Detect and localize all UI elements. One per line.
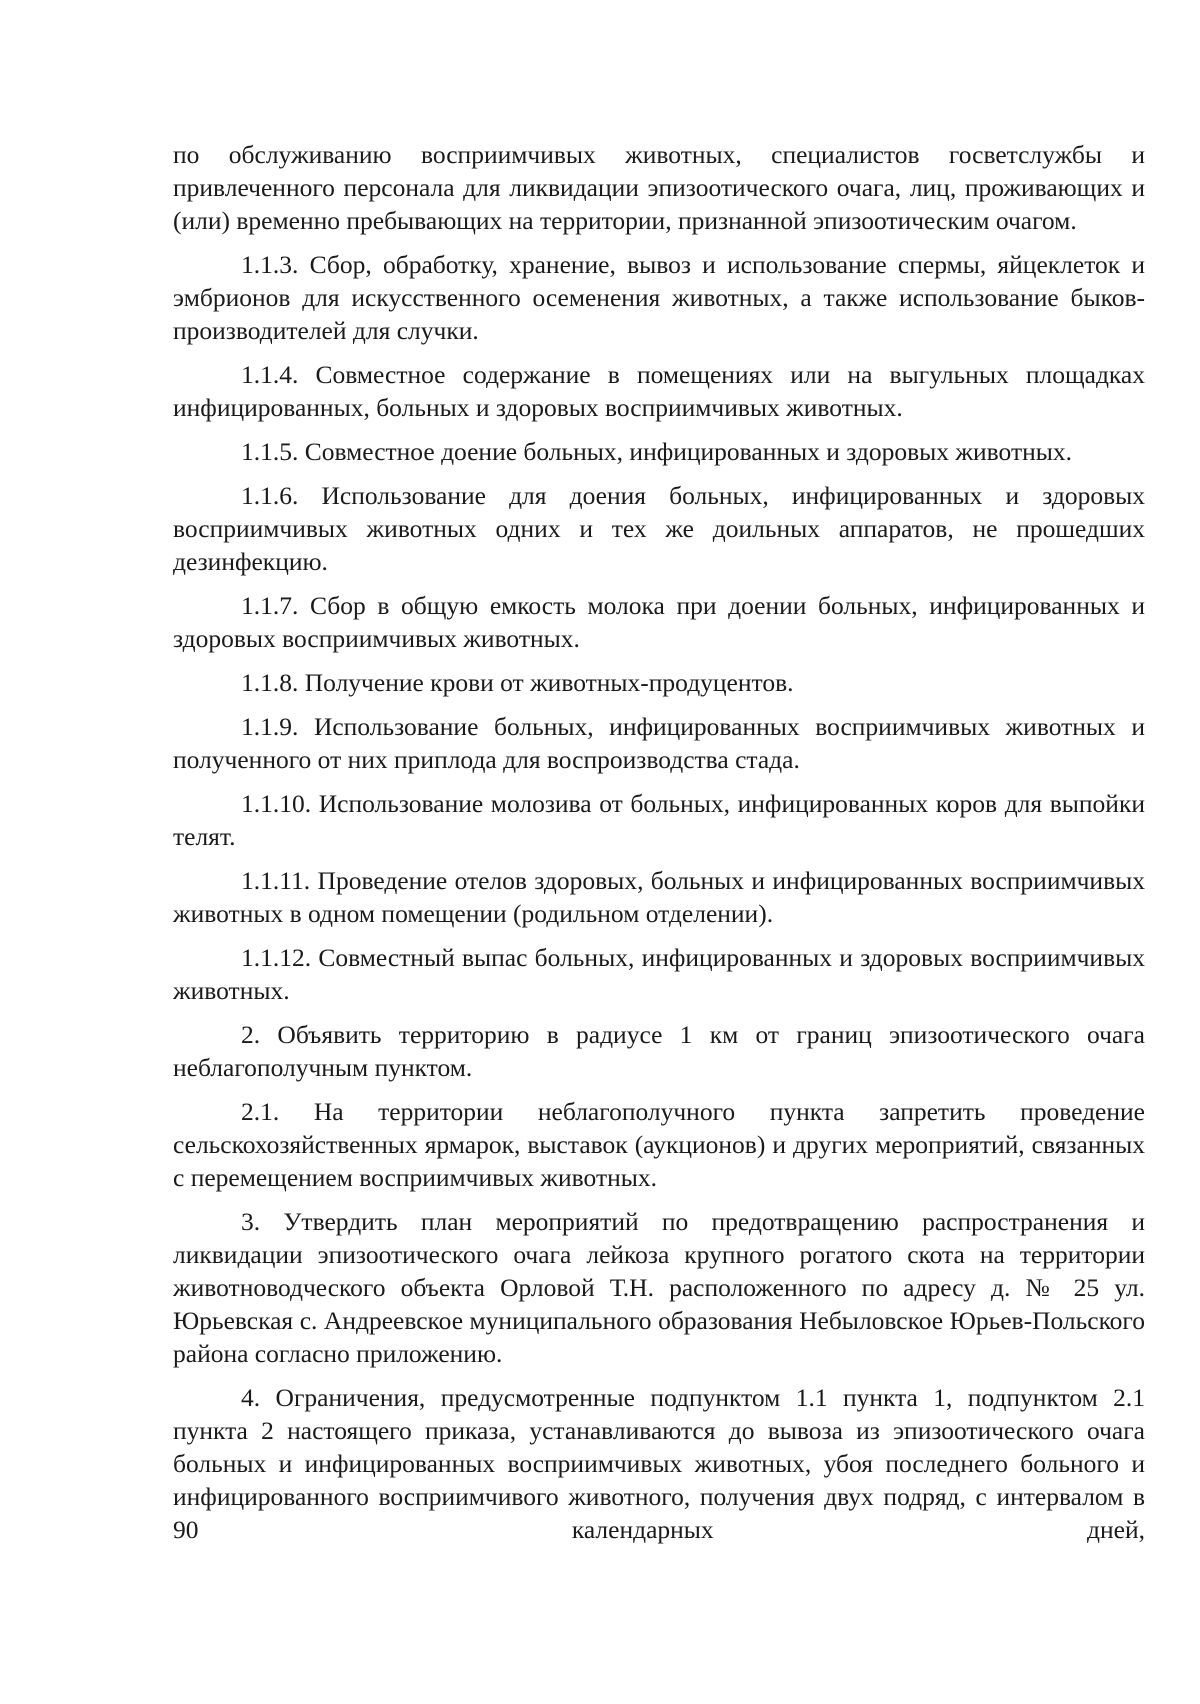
paragraph-4: 4. Ограничения, предусмотренные подпунктом 1.1 пункта 1, подпунктом 2.1 пункта 2 настоящего приказа, устанавливаются до вывоза из эпизоотического очага больных и инфицированных восприимчивых животных, убоя последнего больного и инфицированного восприимчивого животного, получения двух подряд, с интервалом в 90 календарных дней, xyxy=(173,1383,1145,1544)
paragraph-1-1-5: 1.1.5. Совместное доение больных, инфицированных и здоровых животных. xyxy=(241,437,1073,466)
paragraph-1-1-12: 1.1.12. Совместный выпас больных, инфицированных и здоровых восприимчивых животных. xyxy=(173,943,1145,1005)
paragraph-2: 2. Объявить территорию в радиусе 1 км от границ эпизоотического очага неблагополучным пунктом. xyxy=(173,1020,1145,1082)
paragraph-1-1-6: 1.1.6. Использование для доения больных, инфицированных и здоровых восприимчивых животных одних и тех же доильных аппаратов, не прошедших дезинфекцию. xyxy=(173,481,1145,576)
document-body xyxy=(173,138,1145,1557)
paragraph-1-1-3: 1.1.3. Сбор, обработку, хранение, вывоз и использование спермы, яйцеклеток и эмбрионов для искусственного осеменения животных, а также использование быков-производителей для случки. xyxy=(173,250,1145,345)
paragraph-1-1-4: 1.1.4. Совместное содержание в помещениях или на выгульных площадках инфицированных, больных и здоровых восприимчивых животных. xyxy=(173,360,1145,422)
paragraph-1-1-9: 1.1.9. Использование больных, инфицированных восприимчивых животных и полученного от них приплода для воспроизводства стада. xyxy=(173,712,1145,774)
paragraph-2-1: 2.1. На территории неблагополучного пункта запретить проведение сельскохозяйственных ярмарок, выставок (аукционов) и других мероприятий, связанных с перемещением восприимчивых животных. xyxy=(173,1097,1145,1192)
paragraph-1-1-11: 1.1.11. Проведение отелов здоровых, больных и инфицированных восприимчивых животных в одном помещении (родильном отделении). xyxy=(173,866,1145,928)
paragraph-1-1-7: 1.1.7. Сбор в общую емкость молока при доении больных, инфицированных и здоровых восприимчивых животных. xyxy=(173,591,1145,653)
paragraph-1-1-8: 1.1.8. Получение крови от животных-продуцентов. xyxy=(241,668,794,697)
paragraph-continuation: по обслуживанию восприимчивых животных, специалистов госветслужбы и привлеченного персонала для ликвидации эпизоотического очага, лиц, проживающих и (или) временно пребывающих на территории, признанной эпизоотическим очагом. xyxy=(173,140,1145,235)
paragraph-3: 3. Утвердить план мероприятий по предотвращению распространения и ликвидации эпизоотического очага лейкоза крупного рогатого скота на территории животноводческого объекта Орловой Т.Н. расположенного по адресу д. № 25 ул. Юрьевская с. Андреевское муниципального образования Небыловское Юрьев-Польского района согласно приложению. xyxy=(173,1207,1145,1368)
paragraph-1-1-10: 1.1.10. Использование молозива от больных, инфицированных коров для выпойки телят. xyxy=(173,789,1145,851)
